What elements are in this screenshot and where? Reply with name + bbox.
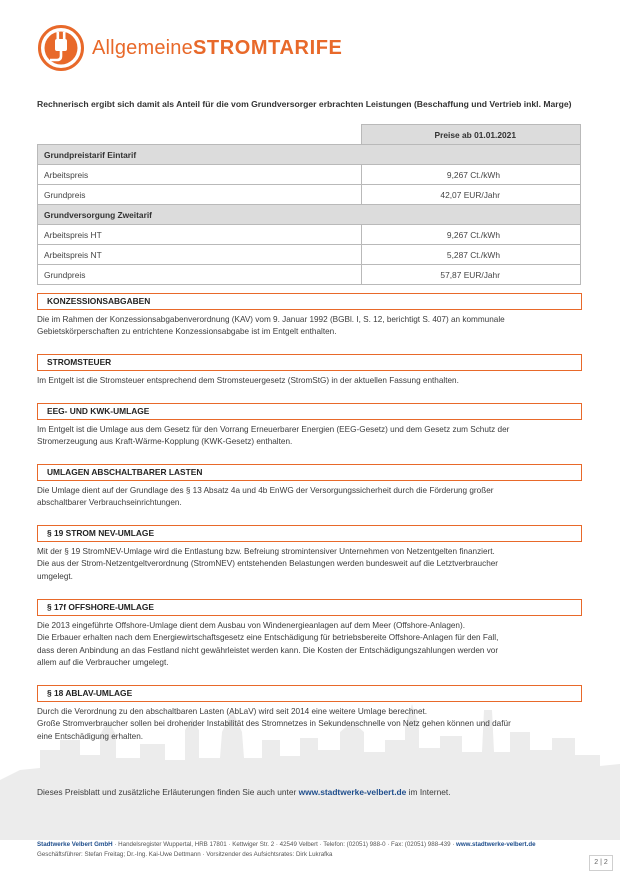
section-title: § 17f OFFSHORE-UMLAGE: [37, 599, 582, 616]
row-value: 9,267 Ct./kWh: [362, 165, 581, 185]
section-offshore-umlage: [37, 599, 582, 670]
section-title: § 18 ABLAV-UMLAGE: [37, 685, 582, 702]
section-strom-nev-umlage: [37, 525, 582, 583]
section-ablav-umlage: [37, 685, 582, 743]
row-value: 9,267 Ct./kWh: [362, 225, 581, 245]
row-value: 57,87 EUR/Jahr: [362, 265, 581, 285]
group-title-eintarif: Grundpreistarif Eintarif: [38, 145, 581, 165]
imprint-website-link[interactable]: www.stadtwerke-velbert.de: [456, 841, 536, 848]
footer-note-before: Dieses Preisblatt und zusätzliche Erläuterungen finden Sie auch unter: [37, 787, 299, 797]
table-row: [38, 165, 581, 185]
imprint-brand: Stadtwerke Velbert GmbH: [37, 841, 113, 848]
website-link[interactable]: www.stadtwerke-velbert.de: [298, 787, 407, 797]
section-title: § 19 STROM NEV-UMLAGE: [37, 525, 582, 542]
row-label: Grundpreis: [38, 265, 362, 285]
footer-note: [37, 787, 451, 797]
page-number: 2 | 2: [589, 855, 613, 871]
section-body: Durch die Verordnung zu den abschaltbaren Lasten (AbLaV) wird seit 2014 eine weitere Umlage berechnet. Große Stromverbraucher sollen bei drohender Instabilität des Stromnetzes in Sekundenschnelle von Netz gehen können und dafür eine Entschädigung erhalten.: [37, 707, 511, 741]
section-body: Die Umlage dient auf der Grundlage des § 13 Absatz 4a und 4b EnWG der Versorgungssicherheit durch die Förderung großer abschaltbarer Verbrauchseinrichtungen.: [37, 486, 494, 508]
imprint-details: · Handelsregister Wuppertal, HRB 17801 · Kettwiger Str. 2 · 42549 Velbert · Telefon: (02051) 988-0 · Fax: (02051) 988-439 ·: [112, 841, 457, 848]
section-title: STROMSTEUER: [37, 354, 582, 371]
row-label: Grundpreis: [38, 185, 362, 205]
table-group-row: [38, 205, 581, 225]
imprint-line-1: [37, 840, 583, 850]
section-body: Die 2013 eingeführte Offshore-Umlage dient dem Ausbau von Windenergieanlagen auf dem Meer (Offshore-Anlagen). Die Erbauer erhalten nach dem Energiewirtschaftsgesetz eine Entschädigung für betriebsbereite Offshore-Anlagen für den Fall, dass deren Anbindung an das Festland nicht gewährleistet werden kann. Die Kosten der Entschädigungszahlungen werden vor allem auf die Verbraucher umgelegt.: [37, 621, 499, 668]
row-label: Arbeitspreis NT: [38, 245, 362, 265]
imprint: [37, 840, 583, 860]
table-header-row: [38, 125, 581, 145]
table-row: [38, 225, 581, 245]
table-row: [38, 185, 581, 205]
section-umlagen-abschaltbarer-lasten: [37, 464, 582, 510]
table-group-row: [38, 145, 581, 165]
section-stromsteuer: [37, 354, 582, 387]
row-label: Arbeitspreis: [38, 165, 362, 185]
intro-text: Rechnerisch ergibt sich damit als Anteil für die vom Grundversorger erbrachten Leistungen (Beschaffung und Vertrieb inkl. Marge): [37, 99, 572, 109]
row-label: Arbeitspreis HT: [38, 225, 362, 245]
logo-wordmark: [92, 37, 343, 60]
table-header-blank: [38, 125, 362, 145]
group-title-zweitarif: Grundversorgung Zweitarif: [38, 205, 581, 225]
section-eeg-kwk-umlage: [37, 403, 582, 449]
section-title: UMLAGEN ABSCHALTBARER LASTEN: [37, 464, 582, 481]
plug-logo-icon: [38, 25, 84, 71]
table-row: [38, 245, 581, 265]
section-title: KONZESSIONSABGABEN: [37, 293, 582, 310]
logo-text-light: Allgemeine: [92, 36, 193, 59]
footer-note-after: im Internet.: [406, 787, 451, 797]
logo-text-bold: STROMTARIFE: [192, 36, 343, 59]
brand-logo: [38, 24, 343, 72]
row-value: 42,07 EUR/Jahr: [362, 185, 581, 205]
section-body: Die im Rahmen der Konzessionsabgabenverordnung (KAV) vom 9. Januar 1992 (BGBl. I, S. 12, berichtigt S. 407) an kommunale Gebietskörperschaften zu entrichtene Konzessionsabgabe ist im Entgelt enthalten.: [37, 315, 505, 337]
section-title: EEG- UND KWK-UMLAGE: [37, 403, 582, 420]
imprint-line-2: Geschäftsführer: Stefan Freitag; Dr.-Ing. Kai-Uwe Dettmann · Vorsitzender des Aufsichtsrates: Dirk Lukrafka: [37, 851, 333, 859]
row-value: 5,287 Ct./kWh: [362, 245, 581, 265]
section-konzessionsabgaben: [37, 293, 582, 339]
price-table: [37, 124, 581, 285]
section-body: Im Entgelt ist die Stromsteuer entsprechend dem Stromsteuergesetz (StromStG) in der aktuellen Fassung enthalten.: [37, 376, 459, 385]
table-row: [38, 265, 581, 285]
section-body: Mit der § 19 StromNEV-Umlage wird die Entlastung bzw. Befreiung stromintensiver Unternehmen von Netzentgelten finanziert. Die aus der Strom-Netzentgeltverordnung (StromNEV) entstehenden Belastungen werden bundesweit auf die Letztverbraucher umgelegt.: [37, 547, 499, 581]
section-body: Im Entgelt ist die Umlage aus dem Gesetz für den Vorrang Erneuerbarer Energien (EEG-Gesetz) und dem Gesetz zum Schutz der Stromerzeugung aus Kraft-Wärme-Kopplung (KWK-Gesetz) enthalten.: [37, 425, 510, 447]
table-column-header: Preise ab 01.01.2021: [362, 125, 581, 145]
